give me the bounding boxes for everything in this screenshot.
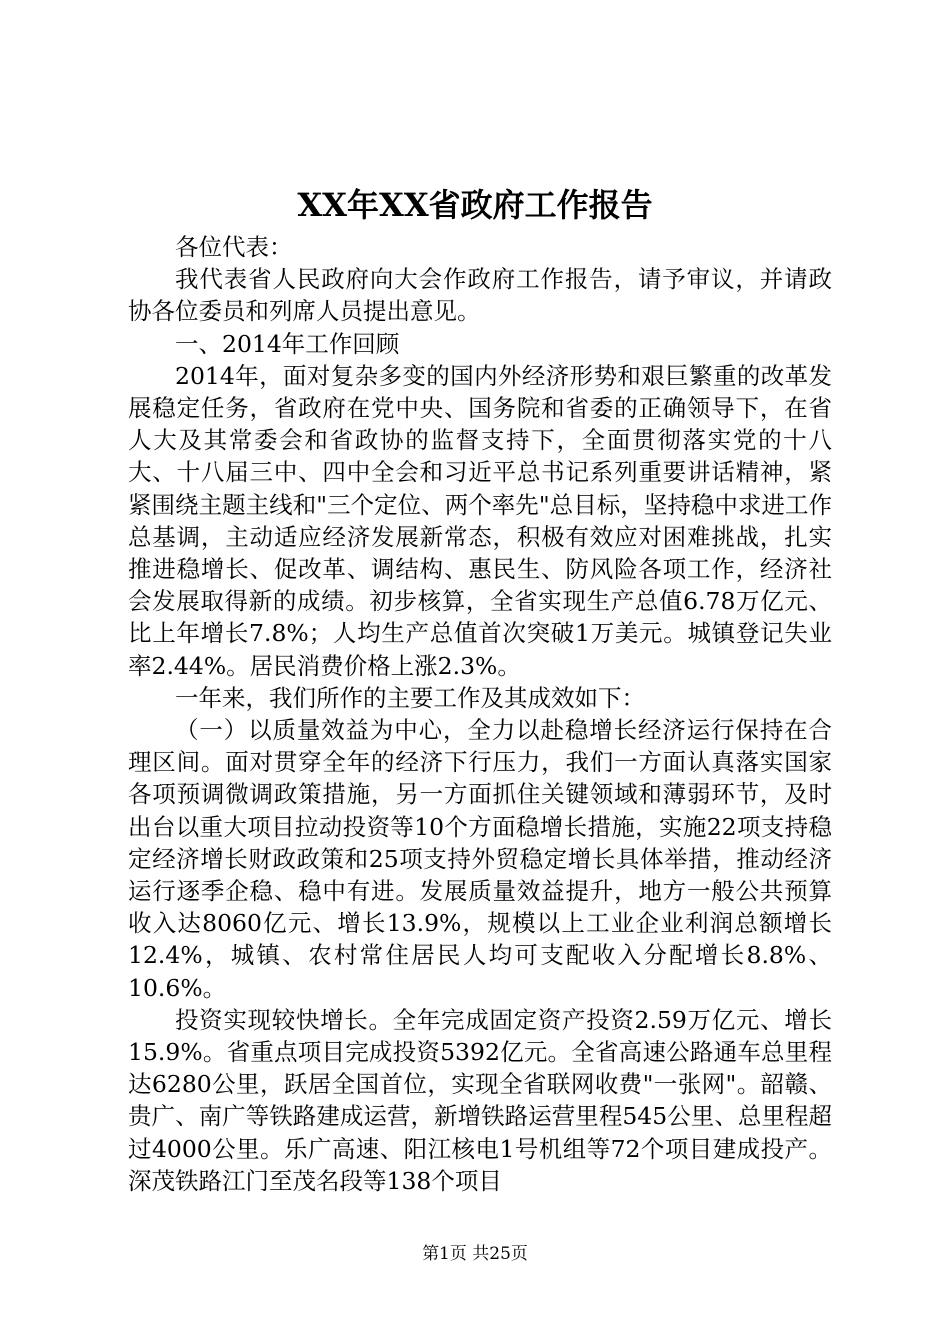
work-summary-paragraph: 一年来，我们所作的主要工作及其成效如下： — [175, 683, 645, 712]
salutation-paragraph: 各位代表： — [175, 233, 293, 261]
document-title: XX年XX省政府工作报告 — [297, 186, 653, 224]
page-footer: 第1页 共25页 — [422, 1244, 528, 1264]
subsection-1-paragraph: （一）以质量效益为中心，全力以赴稳增长经济运行保持在合理区间。面对贯穿全年的经济下行压力，我们一方面认真落实国家各项预调微调政策措施，另一方面抓住关键领域和薄弱环节，及时出台以重大项目拉动投资等10个方面稳增长措施，实施22项支持稳定经济增长财政政策和25项支持外贸稳定增长具体举措，推动经济运行逐季企稳、稳中有进。发展质量效益提升，地方一般公共预算收入达8060亿元、增长13.9%，规模以上工业企业利润总额增长12.4%，城镇、农村常住居民人均可支配收入分配增长8.8%、10.6%。 — [128, 716, 832, 1002]
investment-paragraph: 投资实现较快增长。全年完成固定资产投资2.59万亿元、增长15.9%。省重点项目完成投资5392亿元。全省高速公路通车总里程达6280公里，跃居全国首位，实现全省联网收费"一张网"。韶赣、贵广、南广等铁路建成运营，新增铁路运营里程545公里、总里程超过4000公里。乐广高速、阳江核电1号机组等72个项目建成投产。深茂铁路江门至茂名段等138个项目 — [128, 1005, 832, 1195]
intro-paragraph: 我代表省人民政府向大会作政府工作报告，请予审议，并请政协各位委员和列席人员提出意见。 — [128, 265, 832, 326]
section-heading: 一、2014年工作回顾 — [175, 329, 400, 358]
document-body — [128, 231, 832, 1197]
overview-paragraph: 2014年，面对复杂多变的国内外经济形势和艰巨繁重的改革发展稳定任务，省政府在党中央、国务院和省委的正确领导下，在省人大及其常委会和省政协的监督支持下，全面贯彻落实党的十八大、十八届三中、四中全会和习近平总书记系列重要讲话精神，紧紧围绕主题主线和"三个定位、两个率先"总目标，坚持稳中求进工作总基调，主动适应经济发展新常态，积极有效应对困难挑战，扎实推进稳增长、促改革、调结构、惠民生、防风险各项工作，经济社会发展取得新的成绩。初步核算，全省实现生产总值6.78万亿元、比上年增长7.8%；人均生产总值首次突破1万美元。城镇登记失业率2.44%。居民消费价格上涨2.3%。 — [128, 361, 832, 680]
